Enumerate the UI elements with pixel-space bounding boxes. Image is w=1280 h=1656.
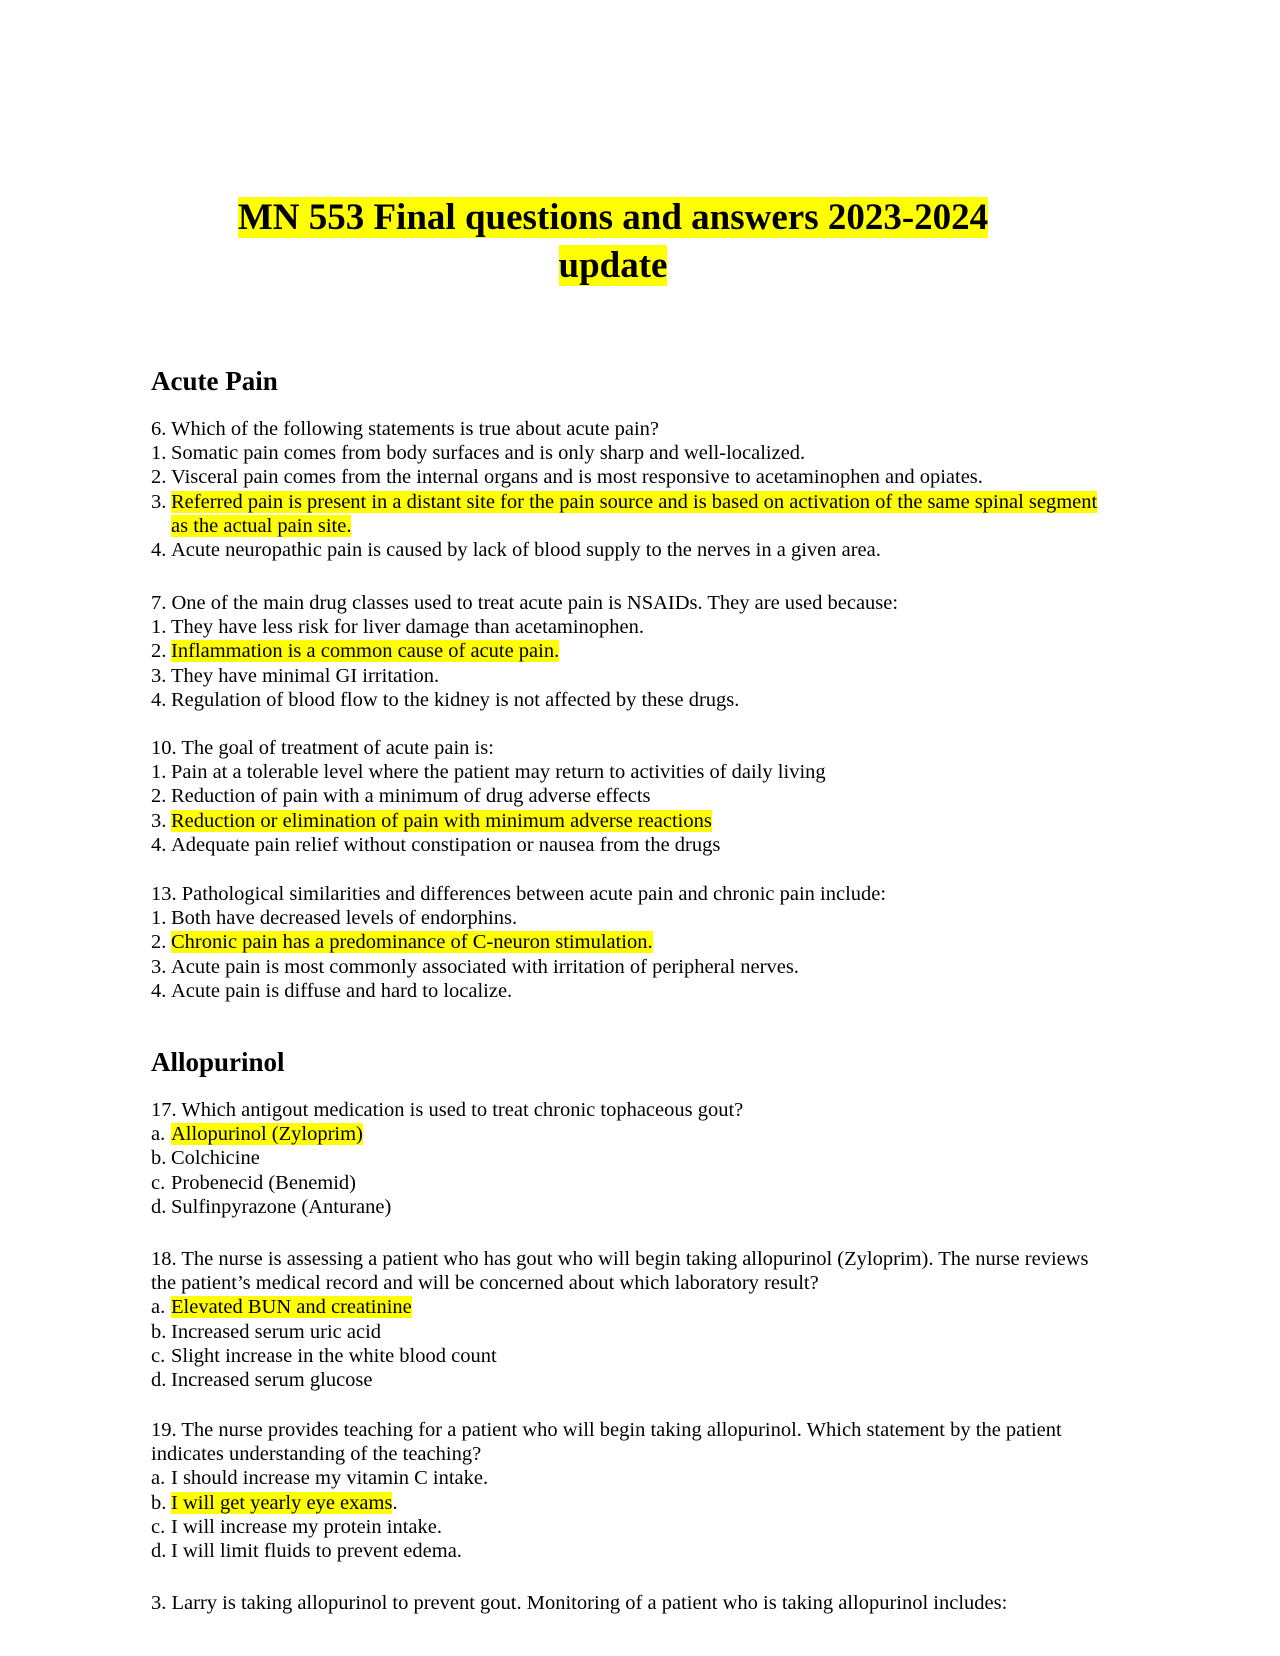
- question-number: 18.: [151, 1248, 177, 1270]
- answer-option: [151, 979, 1111, 1003]
- highlighted-answer: Inflammation is a common cause of acute pain.: [171, 640, 560, 663]
- answer-option: [151, 1171, 1111, 1195]
- highlighted-answer: I will get yearly eye exams: [171, 1491, 393, 1514]
- highlighted-answer-continued: as the actual pain site.: [171, 514, 352, 537]
- question-17: [151, 1098, 1111, 1219]
- option-text: I will limit fluids to prevent edema.: [171, 1540, 462, 1563]
- question-text: [151, 1591, 1111, 1615]
- title-line-1: MN 553 Final questions and answers 2023-2024: [237, 197, 989, 238]
- option-marker: a.: [151, 1123, 166, 1146]
- answer-option-correct: [151, 1491, 1111, 1515]
- section-heading-acute-pain: Acute Pain: [151, 366, 278, 396]
- answer-option: [151, 955, 1111, 979]
- option-marker: 3.: [151, 490, 167, 513]
- question-stem: The nurse is assessing a patient who has gout who will begin taking allopurinol (Zyloprim). The nurse reviews the patient’s medical record and will be concerned about which laboratory result?: [151, 1248, 1089, 1295]
- answer-option: [151, 1195, 1111, 1219]
- option-marker: 1.: [151, 616, 167, 639]
- question-stem: Pathological similarities and differences between acute pain and chronic pain include:: [176, 883, 887, 905]
- option-marker: 1.: [151, 442, 167, 465]
- question-number: 7.: [151, 592, 167, 614]
- question-text: [151, 1418, 1111, 1466]
- question-18: [151, 1247, 1111, 1392]
- option-marker: c.: [151, 1171, 166, 1194]
- answer-option: [151, 1539, 1111, 1563]
- option-marker: 2.: [151, 785, 167, 808]
- question-text: [151, 882, 1111, 906]
- option-text: Acute neuropathic pain is caused by lack of blood supply to the nerves in a given area.: [171, 539, 881, 562]
- option-text: They have minimal GI irritation.: [171, 664, 440, 687]
- option-text: Visceral pain comes from the internal organs and is most responsive to acetaminophen and opiates.: [171, 466, 983, 489]
- option-marker: c.: [151, 1344, 166, 1367]
- question-text: [151, 591, 1111, 615]
- answer-options: [151, 1466, 1111, 1563]
- option-marker: b.: [151, 1147, 167, 1170]
- question-text: [151, 417, 1111, 441]
- question-number: 3.: [151, 1592, 167, 1614]
- option-text: Somatic pain comes from body surfaces and is only sharp and well-localized.: [171, 442, 806, 465]
- option-marker: 3.: [151, 809, 167, 832]
- question-stem: Which of the following statements is true about acute pain?: [166, 418, 659, 440]
- option-text: Sulfinpyrazone (Anturane): [171, 1195, 392, 1218]
- option-text: Probenecid (Benemid): [171, 1171, 357, 1194]
- option-marker: 2.: [151, 466, 167, 489]
- title-line-2: update: [558, 245, 668, 286]
- question-19: [151, 1418, 1111, 1563]
- question-stem: Which antigout medication is used to treat chronic tophaceous gout?: [176, 1099, 744, 1121]
- answer-options: [151, 441, 1111, 562]
- option-text: Increased serum uric acid: [171, 1320, 382, 1343]
- question-number: 13.: [151, 883, 177, 905]
- option-marker: 2.: [151, 640, 167, 663]
- question-7: [151, 591, 1111, 712]
- option-marker: a.: [151, 1467, 166, 1490]
- option-marker: 4.: [151, 979, 167, 1002]
- question-stem: The nurse provides teaching for a patient who will begin taking allopurinol. Which statement by the patient indicates understanding of the teaching?: [151, 1419, 1062, 1466]
- section-heading-allopurinol: Allopurinol: [151, 1047, 285, 1077]
- answer-option: [151, 833, 1111, 857]
- question-stem: Larry is taking allopurinol to prevent gout. Monitoring of a patient who is taking allopurinol includes:: [166, 1592, 1008, 1614]
- question-13: [151, 882, 1111, 1003]
- option-text: Increased serum glucose: [171, 1369, 373, 1392]
- answer-options: [151, 760, 1111, 857]
- option-text: Regulation of blood flow to the kidney is not affected by these drugs.: [171, 688, 740, 711]
- answer-options: [151, 615, 1111, 712]
- option-marker: a.: [151, 1296, 166, 1319]
- answer-options: [151, 1122, 1111, 1219]
- option-text: Reduction of pain with a minimum of drug adverse effects: [171, 785, 651, 808]
- option-text: Acute pain is most commonly associated with irritation of peripheral nerves.: [171, 955, 799, 978]
- question-6: [151, 417, 1111, 562]
- highlighted-answer: Reduction or elimination of pain with minimum adverse reactions: [171, 809, 712, 832]
- option-text: Acute pain is diffuse and hard to localize.: [171, 979, 513, 1002]
- question-number: 17.: [151, 1099, 177, 1121]
- option-text: I should increase my vitamin C intake.: [171, 1467, 489, 1490]
- highlighted-answer: Elevated BUN and creatinine: [171, 1296, 412, 1319]
- answer-option-correct: [151, 809, 1111, 833]
- option-marker: d.: [151, 1540, 167, 1563]
- answer-option: [151, 1515, 1111, 1539]
- question-10: [151, 736, 1111, 857]
- option-text: Pain at a tolerable level where the patient may return to activities of daily living: [171, 761, 826, 784]
- answer-option-correct: [151, 930, 1111, 954]
- answer-option: [151, 906, 1111, 930]
- answer-option: [151, 784, 1111, 808]
- question-stem: The goal of treatment of acute pain is:: [176, 737, 494, 759]
- answer-option: [151, 538, 1111, 562]
- option-text: Both have decreased levels of endorphins.: [171, 907, 518, 930]
- option-text: Colchicine: [171, 1147, 260, 1170]
- option-marker: 4.: [151, 688, 167, 711]
- question-number: 10.: [151, 737, 177, 759]
- answer-option: [151, 760, 1111, 784]
- option-text-suffix: .: [392, 1491, 398, 1514]
- option-marker: 3.: [151, 664, 167, 687]
- option-marker: 4.: [151, 539, 167, 562]
- answer-option: [151, 1344, 1111, 1368]
- answer-option: [151, 441, 1111, 465]
- option-marker: 4.: [151, 833, 167, 856]
- answer-option: [151, 465, 1111, 489]
- answer-option-correct: [151, 639, 1111, 663]
- highlighted-answer: Referred pain is present in a distant site for the pain source and is based on activation of the same spinal segment: [171, 490, 1098, 513]
- option-marker: 2.: [151, 931, 167, 954]
- answer-option: [151, 1368, 1111, 1392]
- answer-option: [151, 1466, 1111, 1490]
- question-number: 6.: [151, 418, 167, 440]
- option-text: Adequate pain relief without constipation or nausea from the drugs: [171, 833, 721, 856]
- option-marker: c.: [151, 1515, 166, 1538]
- option-marker: d.: [151, 1369, 167, 1392]
- answer-option-correct: [151, 1295, 1111, 1319]
- option-marker: 1.: [151, 907, 167, 930]
- option-marker: b.: [151, 1491, 167, 1514]
- question-stem: One of the main drug classes used to treat acute pain is NSAIDs. They are used because:: [166, 592, 899, 614]
- option-marker: 1.: [151, 761, 167, 784]
- highlighted-answer: Chronic pain has a predominance of C-neuron stimulation.: [171, 931, 653, 954]
- option-text: They have less risk for liver damage than acetaminophen.: [171, 616, 645, 639]
- answer-options: [151, 906, 1111, 1003]
- answer-option: [151, 1146, 1111, 1170]
- answer-option-correct: [151, 1122, 1111, 1146]
- document-title: [0, 194, 1226, 290]
- answer-option: [151, 664, 1111, 688]
- option-marker: b.: [151, 1320, 167, 1343]
- answer-option-correct: [151, 490, 1111, 538]
- answer-option: [151, 615, 1111, 639]
- answer-option: [151, 688, 1111, 712]
- option-marker: d.: [151, 1195, 167, 1218]
- answer-options: [151, 1295, 1111, 1392]
- highlighted-answer: Allopurinol (Zyloprim): [171, 1123, 363, 1146]
- question-number: 19.: [151, 1419, 177, 1441]
- question-3: [151, 1591, 1111, 1615]
- option-text: I will increase my protein intake.: [171, 1515, 442, 1538]
- option-text: Slight increase in the white blood count: [171, 1344, 497, 1367]
- question-text: [151, 1098, 1111, 1122]
- question-text: [151, 736, 1111, 760]
- option-marker: 3.: [151, 955, 167, 978]
- question-text: [151, 1247, 1111, 1295]
- answer-option: [151, 1320, 1111, 1344]
